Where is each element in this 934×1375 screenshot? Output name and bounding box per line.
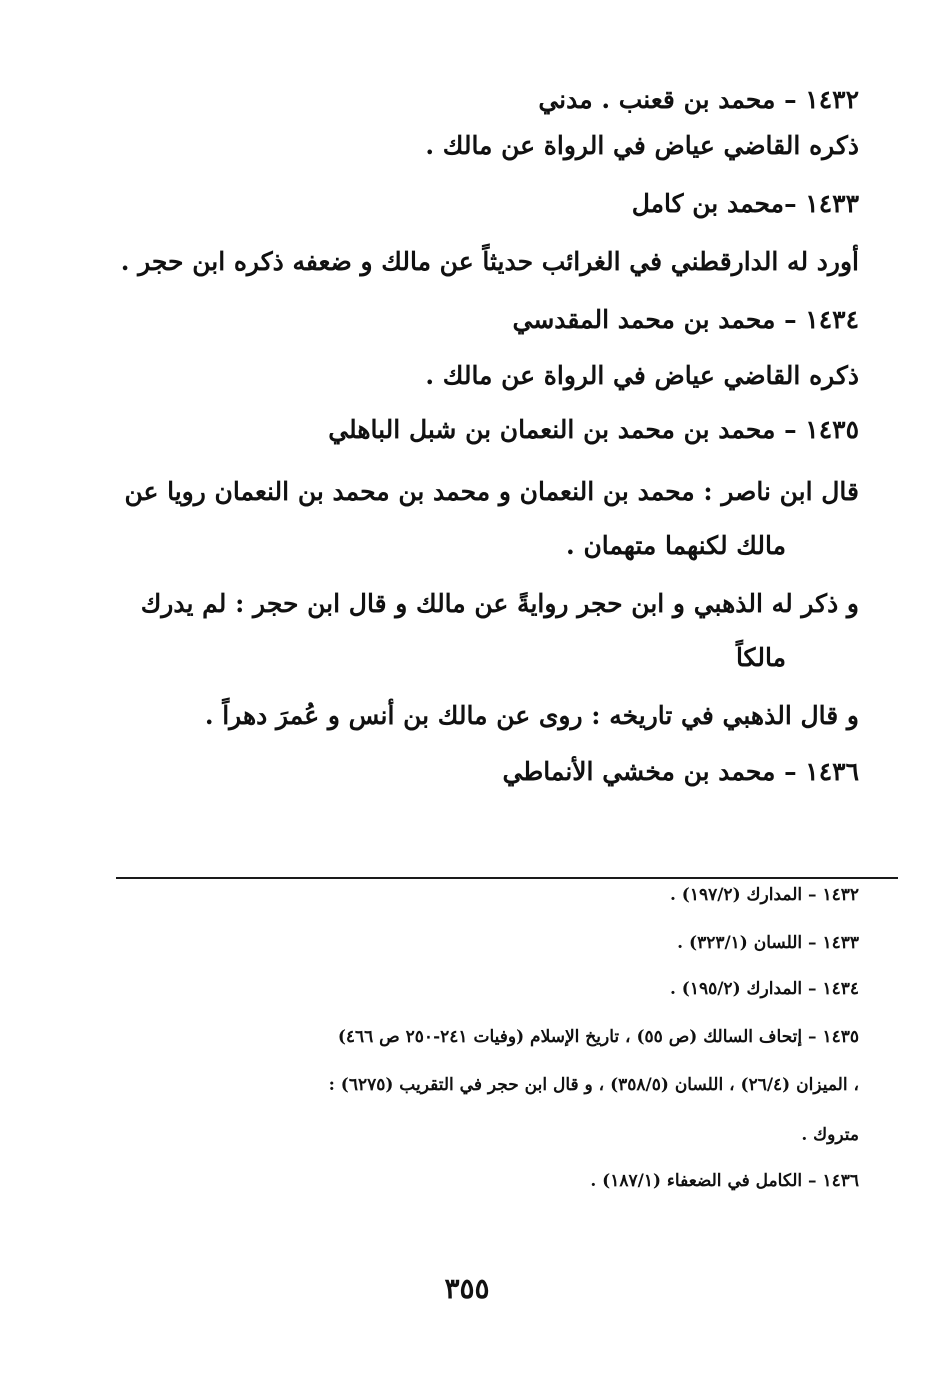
entry-1433-text: أورد له الدارقطني في الغرائب حديثاً عن مالك و ضعفه ذكره ابن حجر .: [120, 247, 859, 276]
footnote-1433: ١٤٣٣ – اللسان (٣٢٣/١) .: [677, 933, 859, 953]
entry-1435-text-line-4: مالكاً: [735, 643, 786, 672]
footnote-1432: ١٤٣٢ – المدارك (١٩٧/٢) .: [669, 885, 859, 905]
entry-1434-text: ذكره القاضي عياض في الرواة عن مالك .: [425, 361, 859, 390]
entry-1436-heading: ١٤٣٦ – محمد بن مخشي الأنماطي: [502, 757, 859, 786]
entry-1434-heading: ١٤٣٤ – محمد بن محمد المقدسي: [512, 305, 859, 334]
footnote-1435-line-3: متروك .: [801, 1125, 859, 1145]
entry-1432-text: ذكره القاضي عياض في الرواة عن مالك .: [425, 131, 859, 160]
footnote-1434: ١٤٣٤ – المدارك (١٩٥/٢) .: [669, 979, 859, 999]
footnote-1435-line-1: ١٤٣٥ – إتحاف السالك (ص ٥٥) ، تاريخ الإسلام (وفيات ٢٤١-٢٥٠ ص ٤٦٦): [337, 1027, 859, 1047]
entry-1435-text-line-3: و ذكر له الذهبي و ابن حجر روايةً عن مالك و قال ابن حجر : لم يدرك: [140, 589, 859, 618]
entry-1435-text-line-1: قال ابن ناصر : محمد بن النعمان و محمد بن محمد بن النعمان رويا عن: [124, 477, 859, 506]
entry-1435-heading: ١٤٣٥ – محمد بن محمد بن النعمان بن شبل الباهلي: [328, 415, 859, 444]
entry-1435-text-line-2: مالك لكنهما متهمان .: [566, 531, 786, 560]
entry-1435-text-line-5: و قال الذهبي في تاريخه : روى عن مالك بن أنس و عُمرَ دهراً .: [204, 701, 859, 730]
page-number: ٣٥٥: [444, 1272, 490, 1305]
footnote-1436: ١٤٣٦ – الكامل في الضعفاء (١٨٧/١) .: [590, 1171, 859, 1191]
entry-1433-heading: ١٤٣٣ –محمد بن كامل: [631, 189, 859, 218]
footnote-1435-line-2: ، الميزان (٢٦/٤) ، اللسان (٣٥٨/٥) ، و قال ابن حجر في التقريب (٦٢٧٥) :: [328, 1075, 859, 1095]
footnote-separator: [116, 877, 898, 879]
entry-1432-heading: ١٤٣٢ – محمد بن قعنب . مدني: [538, 85, 859, 114]
